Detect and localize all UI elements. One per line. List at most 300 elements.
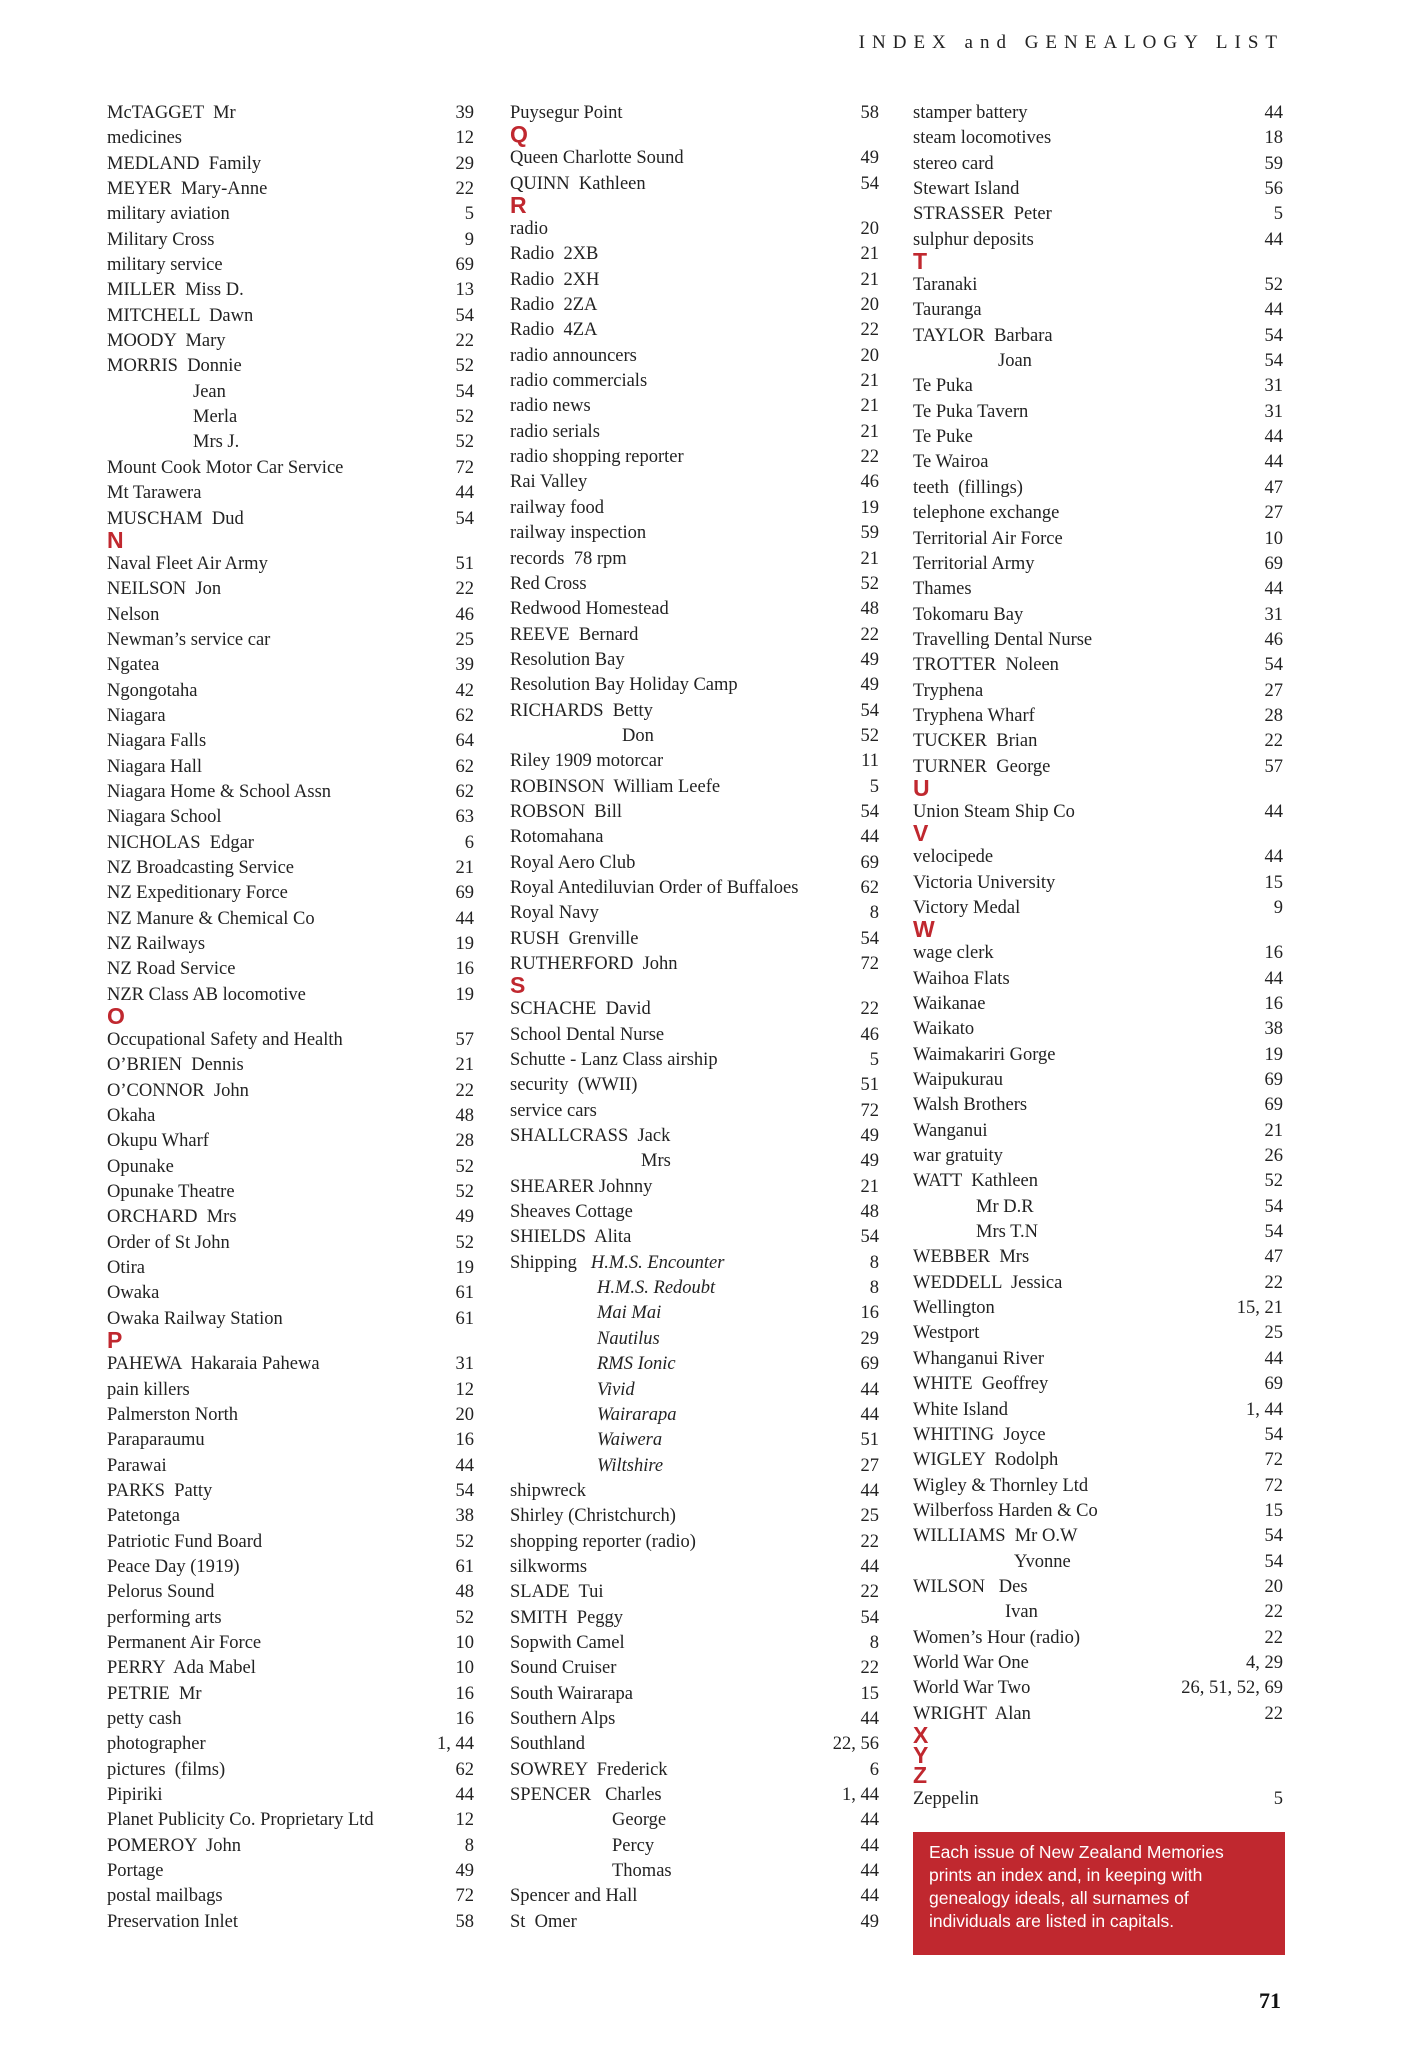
entry-text: Tauranga <box>913 300 982 321</box>
index-entry-label <box>510 547 627 572</box>
page-refs: 19 <box>455 1258 474 1279</box>
index-entry <box>107 1454 474 1479</box>
entry-text: Te Wairoa <box>913 452 989 473</box>
index-entry-label <box>107 957 235 982</box>
index-entry-label <box>641 1149 671 1174</box>
entry-text: Te Puka Tavern <box>913 401 1029 422</box>
entry-text: STRASSER Peter <box>913 204 1052 225</box>
index-entry <box>913 628 1283 653</box>
index-entry <box>510 749 879 774</box>
page-refs: 54 <box>455 381 474 402</box>
letter-heading <box>913 1761 1283 1788</box>
entry-text: war gratuity <box>913 1146 1003 1167</box>
letter-heading <box>107 1003 474 1030</box>
letter-heading-text: T <box>913 248 928 275</box>
page-refs: 22 <box>1264 1602 1283 1623</box>
index-entry <box>510 1124 879 1149</box>
page-refs: 25 <box>455 629 474 650</box>
index-entry-label <box>913 501 1059 526</box>
index-entry-label <box>913 871 1055 896</box>
index-entry <box>913 1068 1283 1093</box>
page-refs: 69 <box>455 883 474 904</box>
index-entry-label <box>913 1448 1058 1473</box>
index-entry <box>107 1555 474 1580</box>
page-refs: 19 <box>455 984 474 1005</box>
index-entry <box>107 729 474 754</box>
page-refs: 29 <box>455 153 474 174</box>
index-entry <box>510 1707 879 1732</box>
page-refs: 42 <box>455 680 474 701</box>
index-entry <box>107 202 474 227</box>
index-entry <box>913 1220 1283 1245</box>
entry-text: REEVE Bernard <box>510 624 639 645</box>
index-entry <box>913 871 1283 896</box>
index-entry-label <box>913 552 1035 577</box>
entry-text: Military Cross <box>107 229 215 250</box>
ship-name: H.M.S. Encounter <box>590 1252 725 1273</box>
index-entry <box>107 1707 474 1732</box>
entry-text: Palmerston North <box>107 1404 239 1425</box>
index-entry <box>510 1023 879 1048</box>
index-entry <box>913 527 1283 552</box>
page-refs: 25 <box>860 1506 879 1527</box>
entry-text: radio announcers <box>510 345 637 366</box>
index-entry-label <box>107 1758 225 1783</box>
index-entry <box>107 983 474 1008</box>
index-entry-label <box>510 825 604 850</box>
index-entry-label <box>510 1530 696 1555</box>
entry-text: MITCHELL Dawn <box>107 305 254 326</box>
page-refs: 16 <box>1264 994 1283 1014</box>
index-entry <box>107 1231 474 1256</box>
page-refs: 54 <box>1264 1196 1283 1217</box>
index-entry-label <box>107 1884 223 1909</box>
index-entry-label <box>510 1783 662 1808</box>
index-entry <box>913 1043 1283 1068</box>
index-entry-label <box>597 1276 715 1301</box>
entry-text: NZ Broadcasting Service <box>107 857 294 878</box>
index-entry <box>107 380 474 405</box>
index-entry-label <box>107 679 197 704</box>
index-entry <box>913 1093 1283 1118</box>
index-entry-label <box>913 1093 1027 1118</box>
entry-text: POMEROY John <box>107 1835 241 1856</box>
page-refs: 44 <box>860 1404 879 1425</box>
entry-text: Okupu Wharf <box>107 1131 209 1152</box>
entry-text: School Dental Nurse <box>510 1024 665 1045</box>
index-entry-label <box>913 1787 979 1812</box>
page-refs: 49 <box>860 1911 879 1932</box>
index-entry-label <box>107 278 244 303</box>
page-refs: 22 <box>1264 1627 1283 1648</box>
entry-text: SOWREY Frederick <box>510 1759 668 1780</box>
index-entry <box>107 304 474 329</box>
index-entry-label <box>913 755 1050 780</box>
entry-text: South Wairarapa <box>510 1683 634 1704</box>
page-refs: 72 <box>455 1886 474 1907</box>
index-entry <box>913 1398 1283 1423</box>
index-entry <box>913 992 1283 1017</box>
index-entry <box>107 831 474 856</box>
entry-text: TAYLOR Barbara <box>913 325 1053 346</box>
entry-text: Pipiriki <box>107 1785 163 1805</box>
index-entry-label <box>597 1428 662 1453</box>
page-refs: 54 <box>860 173 879 194</box>
entry-text: Shipping <box>510 1252 577 1273</box>
page-refs: 26 <box>1264 1146 1283 1167</box>
index-entry-label <box>913 1398 1008 1423</box>
index-entry <box>107 856 474 881</box>
entry-text: Resolution Bay Holiday Camp <box>510 675 738 696</box>
index-entry-label <box>107 831 254 856</box>
page-refs: 44 <box>860 1835 879 1856</box>
entry-text: postal mailbags <box>107 1886 223 1907</box>
index-entry-label <box>913 1651 1029 1676</box>
entry-text: Mrs T.N <box>976 1222 1039 1243</box>
entry-text: O’CONNOR John <box>107 1080 249 1101</box>
entry-text: SHEARER Johnny <box>510 1176 653 1197</box>
index-entry-label <box>597 1403 677 1428</box>
index-entry <box>510 1073 879 1098</box>
index-entry <box>107 1281 474 1306</box>
index-entry-label <box>107 881 288 906</box>
index-entry-label <box>193 430 239 455</box>
page-refs: 19 <box>1264 1044 1283 1065</box>
entry-text: pain killers <box>107 1379 190 1400</box>
index-entry <box>510 927 879 952</box>
index-entry-label <box>107 126 182 151</box>
entry-text: stamper battery <box>913 103 1028 123</box>
index-entry-label <box>510 876 798 901</box>
index-entry-label <box>107 1707 182 1732</box>
index-entry-label <box>510 420 600 445</box>
index-entry-label <box>913 628 1092 653</box>
entry-text: MOODY Mary <box>107 331 226 352</box>
entry-text: Taranaki <box>913 275 978 296</box>
entry-text: stereo card <box>913 153 994 174</box>
page-refs: 44 <box>1264 427 1283 448</box>
entry-text: Radio 2XH <box>510 269 600 290</box>
letter-heading <box>107 1327 474 1354</box>
index-entry-label <box>510 597 669 622</box>
entry-text: Travelling Dental Nurse <box>913 629 1093 650</box>
index-entry <box>107 1834 474 1859</box>
index-entry-label <box>107 1783 163 1808</box>
index-entry <box>107 456 474 481</box>
index-entry <box>510 997 879 1022</box>
page-refs: 21 <box>1264 1120 1283 1141</box>
page-refs: 5 <box>869 1050 879 1071</box>
index-entry-label <box>913 425 973 450</box>
page-refs: 12 <box>455 1810 474 1831</box>
page-refs: 5 <box>1273 1788 1283 1809</box>
index-entry <box>510 293 879 318</box>
page-number: 71 <box>1259 1988 1281 2013</box>
entry-text: Women’s Hour (radio) <box>913 1627 1081 1648</box>
entry-text: Niagara School <box>107 807 222 828</box>
page-refs: 48 <box>860 599 879 620</box>
page-refs: 52 <box>455 1531 474 1552</box>
index-entry <box>510 369 879 394</box>
index-entry <box>510 1276 879 1301</box>
index-entry <box>913 1271 1283 1296</box>
index-entry <box>913 1245 1283 1270</box>
index-entry <box>510 876 879 901</box>
entry-text: MORRIS Donnie <box>107 356 242 377</box>
page-refs: 12 <box>455 128 474 149</box>
index-entry-label <box>913 1144 1003 1169</box>
index-column-2 <box>510 101 879 1935</box>
page-refs: 1, 44 <box>842 1785 879 1805</box>
entry-text: NEILSON Jon <box>107 579 222 600</box>
page-refs: 52 <box>1264 275 1283 296</box>
page-refs: 8 <box>869 1252 879 1273</box>
entry-text: service cars <box>510 1100 597 1121</box>
index-entry <box>107 1910 474 1935</box>
letter-heading-text: P <box>107 1327 123 1354</box>
index-entry <box>510 673 879 698</box>
index-entry-label <box>510 1631 625 1656</box>
page-refs: 13 <box>455 280 474 301</box>
page-refs: 61 <box>455 1308 474 1329</box>
index-entry-label <box>107 1454 167 1479</box>
index-entry-label <box>913 603 1023 628</box>
page-refs: 20 <box>860 345 879 366</box>
entry-text: Red Cross <box>510 573 587 594</box>
index-entry <box>510 623 879 648</box>
entry-text: Royal Aero Club <box>510 852 636 873</box>
index-entry-label <box>107 354 242 379</box>
index-entry <box>913 1448 1283 1473</box>
page-refs: 20 <box>455 1404 474 1425</box>
index-entry-label <box>107 1281 159 1306</box>
index-entry-label <box>510 369 647 394</box>
page-refs: 20 <box>860 295 879 316</box>
index-entry-label <box>510 648 625 673</box>
page-refs: 44 <box>860 1861 879 1882</box>
index-entry-label <box>107 202 230 227</box>
index-entry-label <box>510 1073 637 1098</box>
page-refs: 44 <box>455 908 474 929</box>
entry-text: shipwreck <box>510 1480 587 1501</box>
page-refs: 10 <box>455 1632 474 1653</box>
index-entry-label <box>107 704 166 729</box>
index-entry <box>107 430 474 455</box>
page-refs: 25 <box>1264 1323 1283 1344</box>
index-entry <box>107 101 474 126</box>
entry-text: Tryphena <box>913 680 984 701</box>
page-refs: 54 <box>1264 1222 1283 1243</box>
entry-text: silkworms <box>510 1556 588 1577</box>
page-refs: 8 <box>869 903 879 924</box>
index-entry-label <box>913 476 1023 501</box>
index-entry <box>107 253 474 278</box>
index-entry-label <box>510 293 597 318</box>
index-entry-label <box>510 1732 585 1757</box>
index-entry-label <box>510 1023 664 1048</box>
entry-text: Patetonga <box>107 1506 180 1527</box>
page-refs: 52 <box>1264 1171 1283 1192</box>
index-entry <box>510 1580 879 1605</box>
index-entry-label <box>913 845 993 870</box>
entry-text: Nelson <box>107 604 160 625</box>
index-entry <box>510 1251 879 1276</box>
index-entry-label <box>107 1028 343 1053</box>
index-entry-label <box>913 1043 1056 1068</box>
index-entry-label <box>913 577 972 602</box>
index-entry-label <box>913 177 1019 202</box>
entry-text: MUSCHAM Dud <box>107 508 244 529</box>
index-entry <box>107 228 474 253</box>
entry-text: Radio 4ZA <box>510 320 598 341</box>
letter-heading-text: U <box>913 774 930 801</box>
index-entry-label <box>510 997 651 1022</box>
index-entry <box>913 1550 1283 1575</box>
index-entry <box>913 177 1283 202</box>
entry-text: Redwood Homestead <box>510 599 669 620</box>
index-entry <box>510 1783 879 1808</box>
index-entry <box>913 1702 1283 1727</box>
page-refs: 59 <box>1264 153 1283 174</box>
index-entry-label <box>622 724 654 749</box>
entry-text: Southern Alps <box>510 1708 616 1729</box>
letter-heading <box>510 192 879 219</box>
entry-text: McTAGGET Mr <box>107 103 236 123</box>
page-refs: 52 <box>455 432 474 453</box>
page-refs: 54 <box>1264 1424 1283 1445</box>
entry-text: PERRY Ada Mabel <box>107 1658 256 1679</box>
entry-text: Queen Charlotte Sound <box>510 148 684 169</box>
page-refs: 54 <box>455 508 474 529</box>
index-entry <box>107 1530 474 1555</box>
page-refs: 72 <box>1264 1475 1283 1496</box>
index-entry-label <box>913 298 982 323</box>
entry-text: Royal Antediluvian Order of Buffaloes <box>510 877 799 898</box>
index-entry <box>913 1787 1283 1812</box>
entry-text: WIGLEY Rodolph <box>913 1450 1059 1471</box>
index-entry <box>913 603 1283 628</box>
page-refs: 22 <box>1264 1272 1283 1293</box>
index-entry-label <box>913 1169 1038 1194</box>
entry-text: Sound Cruiser <box>510 1658 617 1679</box>
page-refs: 44 <box>1264 300 1283 321</box>
page-refs: 1, 44 <box>437 1734 474 1755</box>
index-entry-label <box>107 1631 261 1656</box>
index-entry <box>913 324 1283 349</box>
index-entry-label <box>612 1859 672 1884</box>
index-entry <box>913 800 1283 825</box>
page-refs: 22 <box>1264 731 1283 752</box>
page-refs: 5 <box>464 204 474 225</box>
entry-text: Otira <box>107 1258 146 1279</box>
index-entry-label <box>107 552 268 577</box>
entry-text: Waipukurau <box>913 1070 1003 1091</box>
page-refs: 44 <box>1264 579 1283 600</box>
index-entry-label <box>510 1707 615 1732</box>
entry-text: performing arts <box>107 1607 222 1628</box>
page-refs: 22 <box>455 579 474 600</box>
index-column-3 <box>913 101 1283 1812</box>
index-entry-label <box>913 1296 995 1321</box>
page-refs: 22 <box>860 1582 879 1603</box>
index-entry-label <box>510 901 599 926</box>
index-entry-label <box>107 228 214 253</box>
index-entry <box>107 805 474 830</box>
index-entry-label <box>193 405 237 430</box>
index-entry-label <box>510 394 591 419</box>
index-entry <box>913 1017 1283 1042</box>
page-refs: 57 <box>455 1030 474 1051</box>
page-refs: 8 <box>869 1278 879 1299</box>
page-refs: 21 <box>860 1176 879 1197</box>
index-entry-label <box>107 603 159 628</box>
letter-heading <box>913 820 1283 847</box>
index-entry <box>510 1808 879 1833</box>
page-refs: 28 <box>1264 705 1283 726</box>
index-entry-label <box>510 1682 633 1707</box>
ship-name: H.M.S. Redoubt <box>597 1278 716 1299</box>
index-entry-label <box>107 628 270 653</box>
ship-name: Mai Mai <box>597 1303 662 1324</box>
entry-text: Opunake <box>107 1156 174 1177</box>
page-refs: 28 <box>455 1131 474 1152</box>
letter-heading <box>913 916 1283 943</box>
entry-text: Radio 2XB <box>510 244 599 265</box>
page-refs: 69 <box>1264 1374 1283 1395</box>
index-entry-label <box>913 1347 1044 1372</box>
index-entry <box>107 1859 474 1884</box>
page-refs: 21 <box>860 421 879 442</box>
index-entry-label <box>913 1017 974 1042</box>
entry-text: railway inspection <box>510 523 647 544</box>
index-entry <box>913 1423 1283 1448</box>
index-entry-label <box>1005 1600 1038 1625</box>
letter-heading-text: X <box>913 1721 929 1748</box>
entry-text: teeth (fillings) <box>913 477 1023 498</box>
page-refs: 38 <box>455 1506 474 1527</box>
letter-heading <box>510 972 879 999</box>
index-entry <box>510 1327 879 1352</box>
index-entry-label <box>107 856 294 881</box>
entry-text: security (WWII) <box>510 1075 638 1096</box>
page-refs: 16 <box>455 959 474 980</box>
page-refs: 54 <box>1264 1551 1283 1572</box>
entry-text: Sheaves Cottage <box>510 1202 633 1223</box>
index-entry-label <box>612 1808 666 1833</box>
entry-text: Niagara Falls <box>107 731 207 752</box>
index-entry <box>107 1504 474 1529</box>
page-refs: 21 <box>860 269 879 290</box>
entry-text: Schutte - Lanz Class airship <box>510 1050 718 1071</box>
index-entry-label <box>510 217 548 242</box>
page-refs: 22 <box>860 624 879 645</box>
entry-text: NZ Railways <box>107 934 206 954</box>
index-entry <box>107 1656 474 1681</box>
entry-text: Ivan <box>1005 1602 1038 1623</box>
entry-text: Mrs J. <box>193 432 240 453</box>
index-entry <box>510 1732 879 1757</box>
index-entry <box>913 577 1283 602</box>
index-entry-label <box>107 729 206 754</box>
entry-text: Newman’s service car <box>107 629 271 650</box>
index-entry-label <box>510 775 720 800</box>
entry-text: SPENCER Charles <box>510 1785 662 1805</box>
entry-text: WATT Kathleen <box>913 1171 1039 1192</box>
entry-text: Te Puka <box>913 376 973 397</box>
page-refs: 6 <box>464 832 474 853</box>
index-entry <box>510 1099 879 1124</box>
page-refs: 58 <box>860 103 879 123</box>
